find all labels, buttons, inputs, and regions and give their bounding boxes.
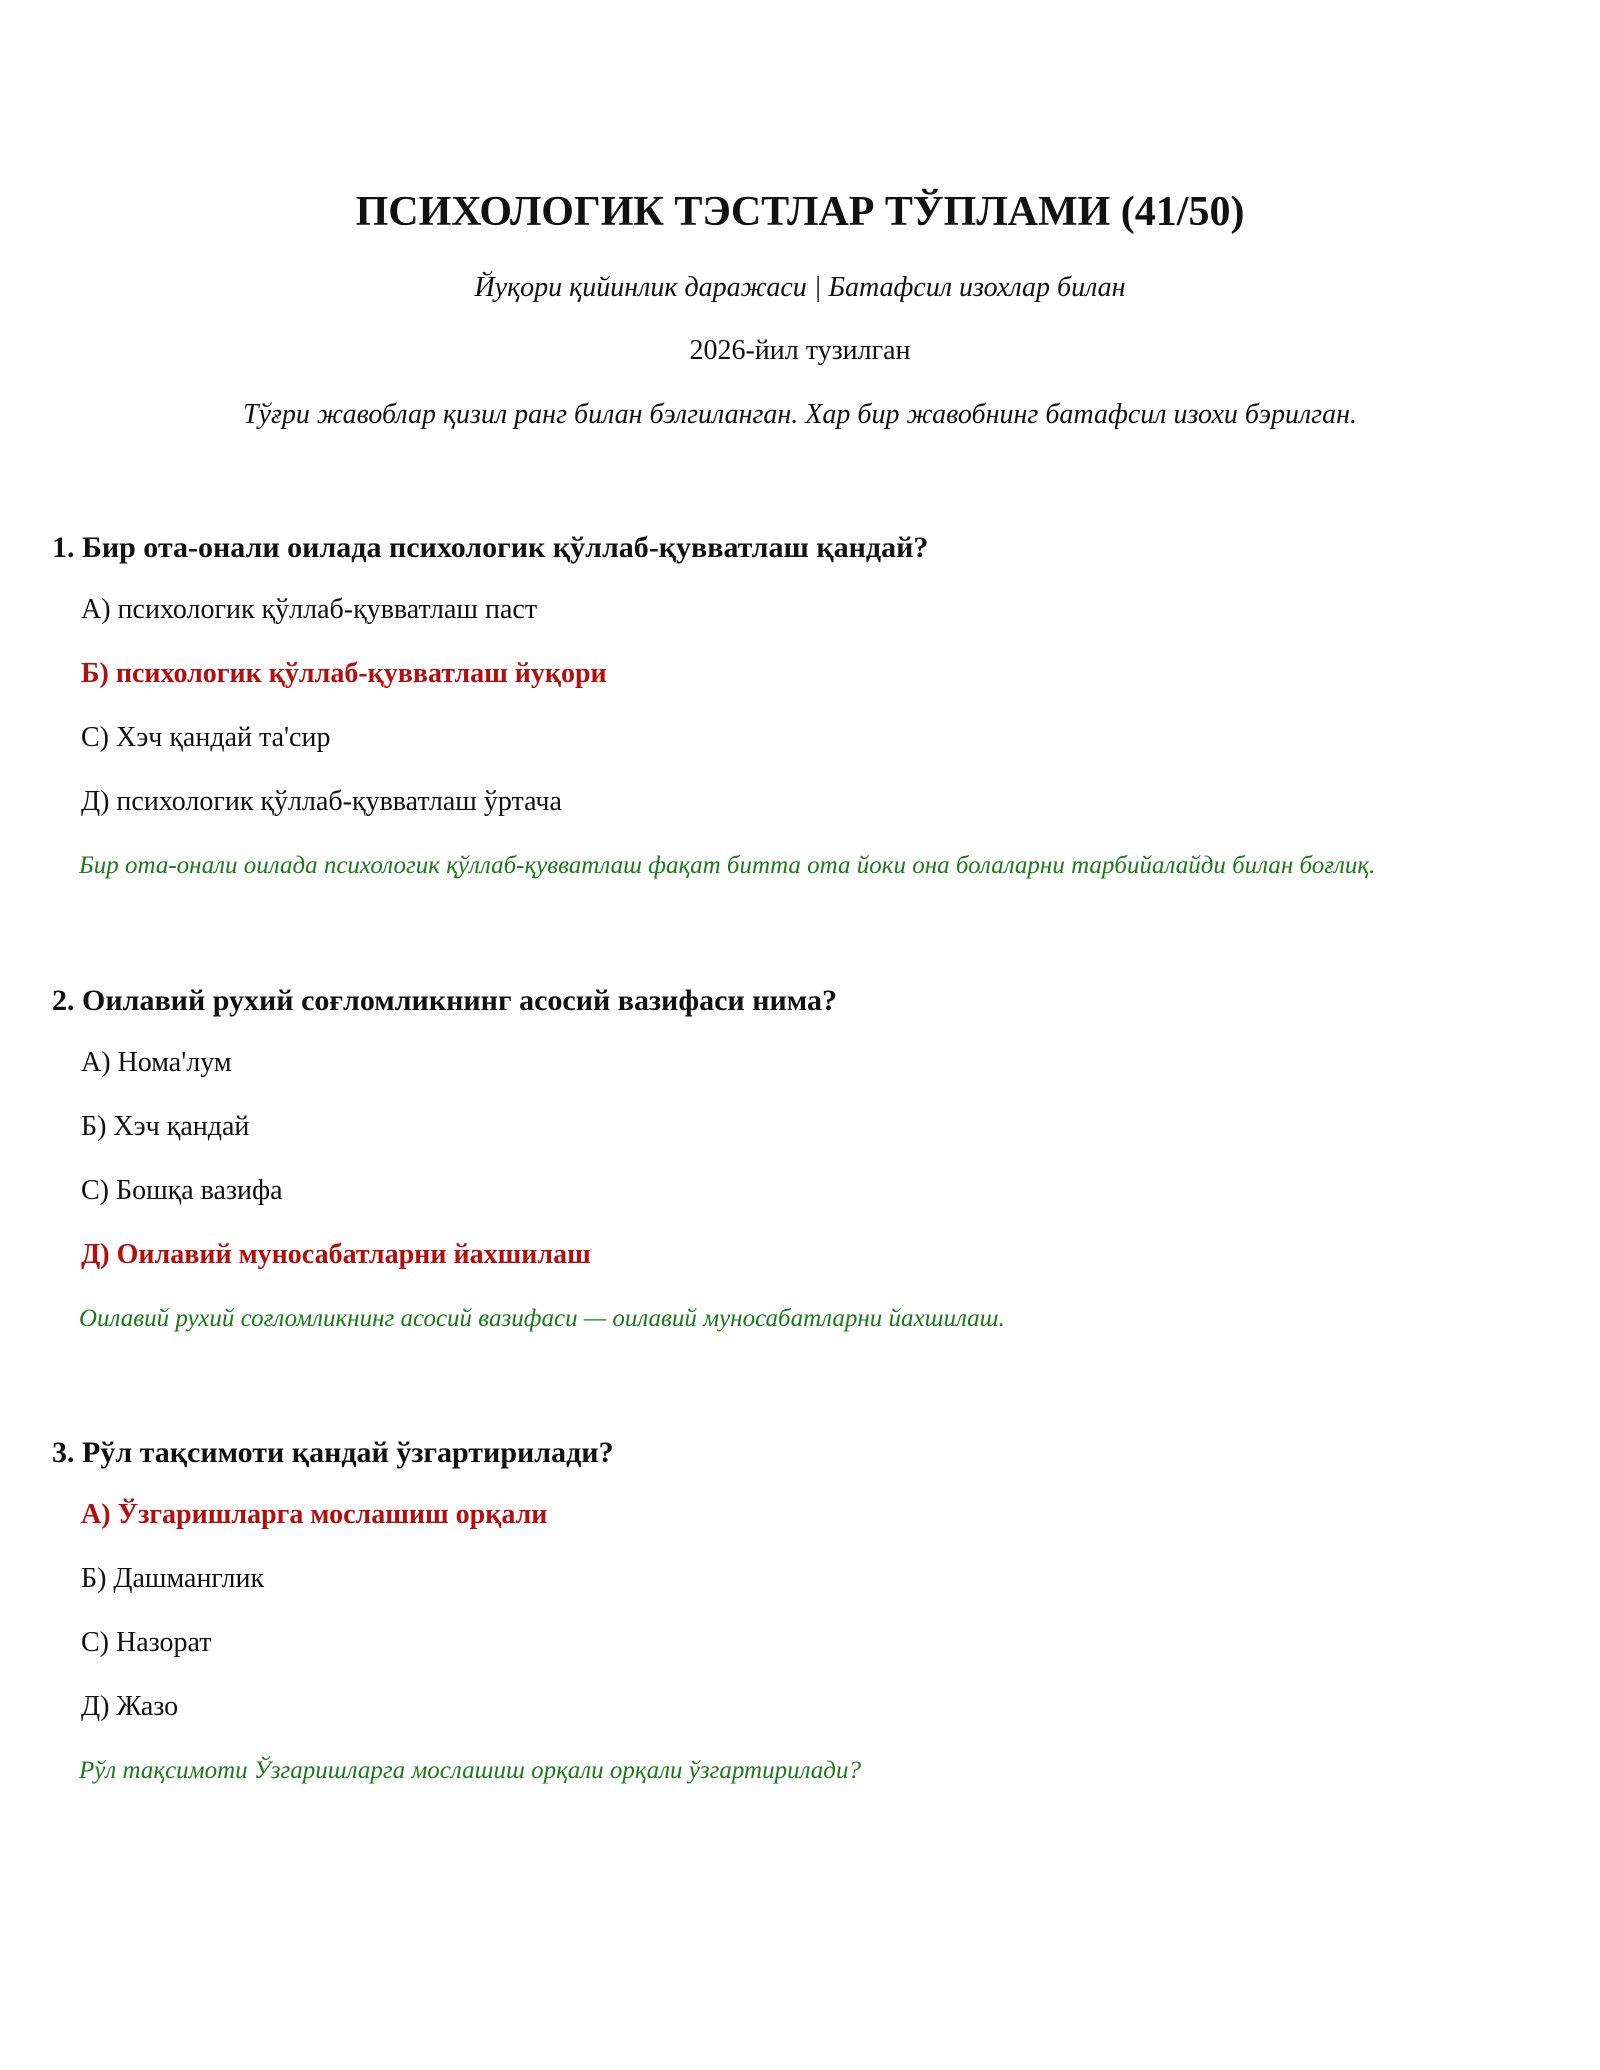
answer-explanation: Рўл тақсимоти Ўзгаришларга мослашиш орқали орқали ўзгартирилади? — [79, 1757, 861, 1784]
answer-explanation: Бир ота-онали оилада психологик қўллаб-қувватлаш фақат битта ота йоки она болаларни тарбийалайди билан боғлиқ. — [79, 852, 1376, 879]
answer-option: С) Хэч қандай та'сир — [81, 722, 331, 753]
answer-option: А) Нома'лум — [81, 1047, 232, 1078]
correct-answer-option: Б) психологик қўллаб-қувватлаш йуқори — [81, 658, 607, 689]
answer-option: Б) Дашманглик — [81, 1563, 265, 1594]
answer-option: С) Назорат — [81, 1627, 212, 1658]
answer-option: Б) Хэч қандай — [81, 1111, 250, 1142]
answer-option: С) Бошқа вазифа — [81, 1175, 283, 1206]
answer-option: А) психологик қўллаб-қувватлаш паст — [81, 594, 538, 625]
correct-answer-option: А) Ўзгаришларга мослашиш орқали — [81, 1499, 548, 1530]
document-title: ПСИХОЛОГИК ТЭСТЛАР ТЎПЛАМИ (41/50) — [355, 189, 1245, 235]
question-title: 3. Рўл тақсимоти қандай ўзгартирилади? — [52, 1436, 614, 1469]
answer-explanation: Оилавий рухий соғломликнинг асосий вазифаси — оилавий муносабатларни йахшилаш. — [79, 1305, 1005, 1332]
document-subtitle: Йуқори қийинлик даражаси | Батафсил изохлар билан — [474, 272, 1126, 303]
correct-answer-option: Д) Оилавий муносабатларни йахшилаш — [81, 1239, 591, 1270]
question-title: 2. Оилавий рухий соғломликнинг асосий вазифаси нима? — [52, 984, 837, 1017]
answer-option: Д) психологик қўллаб-қувватлаш ўртача — [81, 786, 562, 817]
question-title: 1. Бир ота-онали оилада психологик қўллаб-қувватлаш қандай? — [52, 531, 929, 564]
document-note: Тўғри жавоблар қизил ранг билан бэлгиланган. Хар бир жавобнинг батафсил изохи бэрилган. — [243, 399, 1357, 430]
document-date: 2026-йил тузилган — [689, 335, 911, 366]
answer-option: Д) Жазо — [81, 1691, 179, 1722]
